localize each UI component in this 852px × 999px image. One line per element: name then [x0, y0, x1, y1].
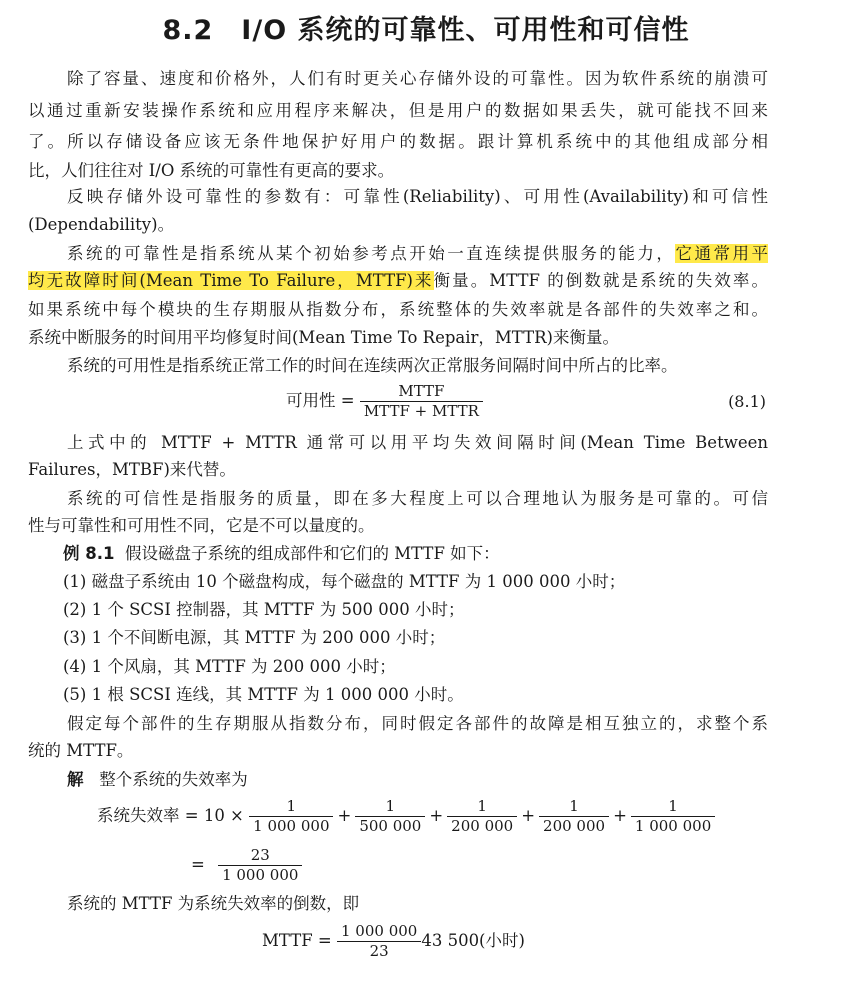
example-item-4: (4) 1 个风扇，其 MTTF 为 200 000 小时； — [63, 657, 396, 676]
plus-sign: + — [521, 806, 536, 825]
rate-num-1: 1 — [286, 797, 297, 815]
para1-line-2: 以通过重新安装操作系统和应用程序来解决，但是用户的数据如果丢失，就可能找不回来 — [28, 101, 768, 120]
rate-lhs: 系统失效率 = 10 × — [97, 806, 244, 825]
example-assume-2: 统的 MTTF。 — [28, 741, 134, 760]
eq-fraction — [360, 382, 483, 421]
equation-availability — [286, 382, 483, 421]
para1-line-3: 了。所以存储设备应该无条件地保护好用户的数据。跟计算机系统中的其他组成部分相 — [28, 132, 768, 151]
eq-lhs: 可用性 = — [286, 391, 355, 410]
solution-intro — [67, 767, 807, 793]
para3-plain-1: 系统的可靠性是指系统从某个初始参考点开始一直连续提供服务的能力， — [67, 244, 676, 263]
rate-den-4: 200 000 — [539, 816, 609, 836]
mttf-text: 系统的 MTTF 为系统失效率的倒数，即 — [67, 894, 360, 913]
example-item-1: (1) 磁盘子系统由 10 个磁盘构成，每个磁盘的 MTTF 为 1 000 000 小时； — [63, 572, 626, 591]
example-label: 例 8.1 — [63, 544, 115, 563]
rate-num-4: 1 — [569, 797, 579, 815]
para1-line-4: 比，人们往往对 I/O 系统的可靠性有更高的要求。 — [28, 161, 395, 180]
para5-line-2: Failures，MTBF)来代替。 — [28, 460, 236, 479]
plus-sign: + — [337, 806, 352, 825]
equals-sign: = — [191, 855, 205, 874]
para6-line-2: 性与可靠性和可用性不同，它是不可以量度的。 — [28, 516, 375, 535]
rate-den-2: 500 000 — [355, 816, 425, 836]
rate-fraction-2 — [355, 797, 425, 836]
section-number: 8.2 — [162, 15, 214, 46]
para3-plain-2: 衡量。MTTF 的倒数就是系统的失效率。 — [433, 271, 769, 290]
mttf-den: 23 — [337, 941, 421, 961]
para6-line-1: 系统的可信性是指服务的质量，即在多大程度上可以合理地认为服务是可靠的。可信 — [67, 489, 768, 508]
plus-sign: + — [429, 806, 444, 825]
rate-num-3: 1 — [477, 797, 487, 815]
section-title: I/O 系统的可靠性、可用性和可信性 — [241, 15, 690, 46]
equation-number: (8.1) — [728, 392, 766, 411]
example-assume-1: 假定每个部件的生存期服从指数分布，同时假定各部件的故障是相互独立的，求整个系 — [67, 714, 768, 733]
mttf-fraction — [337, 922, 421, 961]
failure-rate-result — [191, 846, 302, 885]
para5-line-1: 上式中的 MTTF + MTTR 通常可以用平均失效间隔时间(Mean Time Between — [67, 433, 768, 452]
rate-fraction-4 — [539, 797, 609, 836]
highlighted-text-1: 它通常用平 — [675, 244, 769, 263]
rate-den-3: 200 000 — [447, 816, 517, 836]
para3-line-1 — [67, 241, 768, 267]
rate-num-2: 1 — [385, 797, 396, 815]
rate-den-5: 1 000 000 — [631, 816, 715, 836]
eq-numerator: MTTF — [398, 382, 445, 400]
example-item-3: (3) 1 个不间断电源，其 MTTF 为 200 000 小时； — [63, 628, 446, 647]
mttf-value: 43 500(小时) — [421, 931, 525, 950]
failure-rate-equation — [97, 797, 715, 836]
result-num: 23 — [250, 846, 270, 864]
result-den: 1 000 000 — [218, 865, 302, 885]
para2-line-1: 反映存储外设可靠性的参数有：可靠性(Reliability)、可用性(Availability)和可信性 — [67, 187, 768, 206]
rate-fraction-1 — [249, 797, 333, 836]
para2-line-2: (Dependability)。 — [28, 215, 175, 234]
section-heading — [0, 8, 852, 47]
mttf-equation — [262, 922, 525, 961]
mttf-lhs: MTTF = — [262, 931, 332, 950]
example-item-2: (2) 1 个 SCSI 控制器，其 MTTF 为 500 000 小时； — [63, 600, 465, 619]
para3-line-4: 系统中断服务的时间用平均修复时间(Mean Time To Repair，MTTR)来衡量。 — [28, 328, 619, 347]
example-item-5: (5) 1 根 SCSI 连线，其 MTTF 为 1 000 000 小时。 — [63, 685, 464, 704]
highlighted-text-2: 均无故障时间(Mean Time To Failure，MTTF)来 — [28, 271, 434, 290]
rate-fraction-3 — [447, 797, 517, 836]
plus-sign: + — [613, 806, 627, 825]
eq-denominator: MTTF + MTTR — [360, 401, 483, 421]
result-fraction — [218, 846, 302, 885]
example-intro-text: 假设磁盘子系统的组成部件和它们的 MTTF 如下： — [124, 544, 500, 563]
para3-line-3: 如果系统中每个模块的生存期服从指数分布，系统整体的失效率就是各部件的失效率之和。 — [28, 300, 768, 319]
para1-line-1: 除了容量、速度和价格外，人们有时更关心存储外设的可靠性。因为软件系统的崩溃可 — [67, 69, 768, 88]
solution-text: 整个系统的失效率为 — [99, 770, 248, 789]
para4-line-1: 系统的可用性是指系统正常工作的时间在连续两次正常服务间隔时间中所占的比率。 — [67, 356, 678, 375]
solution-label: 解 — [67, 770, 84, 789]
mttf-num: 1 000 000 — [340, 922, 418, 940]
rate-fraction-5 — [631, 797, 715, 836]
example-intro — [63, 541, 803, 567]
rate-num-5: 1 — [668, 797, 678, 815]
para3-line-2 — [28, 268, 768, 294]
rate-den-1: 1 000 000 — [249, 816, 333, 836]
